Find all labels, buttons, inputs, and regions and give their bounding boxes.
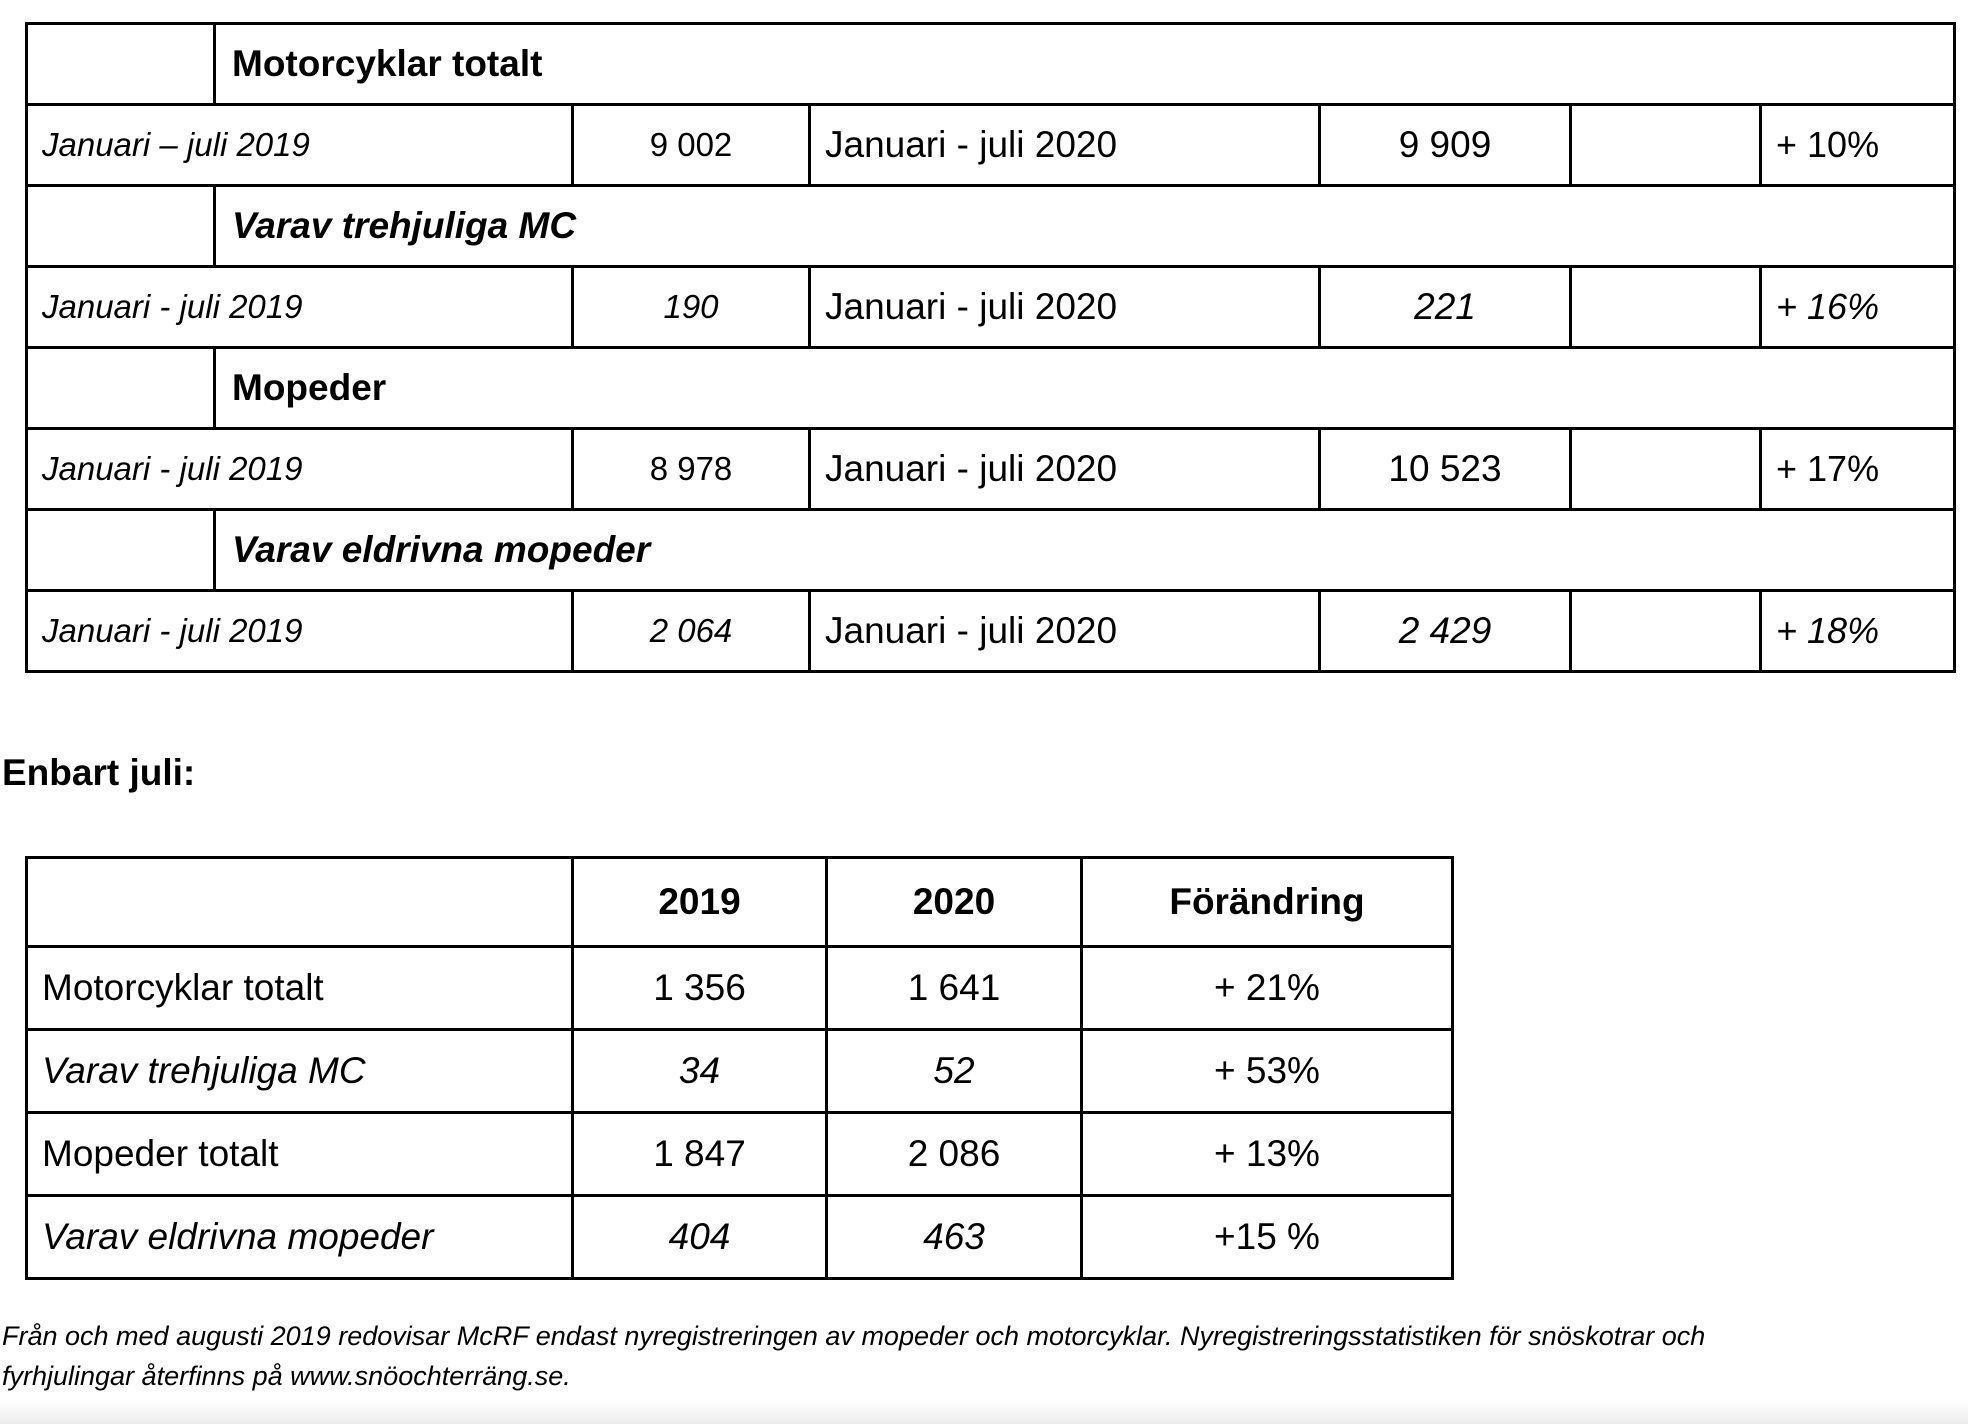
empty-cell	[1571, 591, 1761, 672]
value-2020: 10 523	[1320, 429, 1571, 510]
section-data-row	[27, 429, 1955, 510]
value-2020: 221	[1320, 267, 1571, 348]
row-name: Mopeder totalt	[27, 1113, 573, 1196]
july-heading: Enbart juli:	[2, 752, 196, 793]
section-data-row	[27, 105, 1955, 186]
change-percent: + 17%	[1761, 429, 1955, 510]
section-title: Varav eldrivna mopeder	[215, 510, 1955, 591]
bottom-fade	[0, 1400, 1968, 1424]
value-2019: 34	[573, 1030, 827, 1113]
period-2020-label: Januari - juli 2020	[810, 105, 1320, 186]
period-2020-label: Januari - juli 2020	[810, 591, 1320, 672]
empty-cell	[1571, 267, 1761, 348]
value-2019: 2 064	[573, 591, 810, 672]
change-percent: + 53%	[1082, 1030, 1453, 1113]
header-2019: 2019	[573, 858, 827, 947]
section-header-row	[27, 24, 1955, 105]
footnote-line-2: fyrhjulingar återfinns på www.snöochterräng.se.	[2, 1361, 571, 1391]
table-header-row	[27, 858, 1453, 947]
empty-cell	[1571, 105, 1761, 186]
period-2020-label: Januari - juli 2020	[810, 267, 1320, 348]
header-2020: 2020	[827, 858, 1082, 947]
value-2019: 1 847	[573, 1113, 827, 1196]
row-name: Varav trehjuliga MC	[27, 1030, 573, 1113]
value-2020: 2 429	[1320, 591, 1571, 672]
period-2020-label: Januari - juli 2020	[810, 429, 1320, 510]
row-name: Motorcyklar totalt	[27, 947, 573, 1030]
value-2020: 9 909	[1320, 105, 1571, 186]
empty-cell	[1571, 429, 1761, 510]
period-2019-label: Januari – juli 2019	[27, 105, 573, 186]
section-title: Mopeder	[215, 348, 1955, 429]
table-row	[27, 1196, 1453, 1279]
header-empty	[27, 858, 573, 947]
cumulative-registration-table	[25, 22, 1956, 673]
value-2019: 404	[573, 1196, 827, 1279]
section-title: Varav trehjuliga MC	[215, 186, 1955, 267]
value-2020: 2 086	[827, 1113, 1082, 1196]
table-row	[27, 1030, 1453, 1113]
value-2020: 1 641	[827, 947, 1082, 1030]
value-2020: 463	[827, 1196, 1082, 1279]
value-2020: 52	[827, 1030, 1082, 1113]
change-percent: + 16%	[1761, 267, 1955, 348]
header-spacer-cell	[27, 348, 215, 429]
value-2019: 8 978	[573, 429, 810, 510]
table-row	[27, 947, 1453, 1030]
change-percent: + 13%	[1082, 1113, 1453, 1196]
july-registration-table	[25, 856, 1454, 1280]
period-2019-label: Januari - juli 2019	[27, 429, 573, 510]
table-row	[27, 1113, 1453, 1196]
value-2019: 190	[573, 267, 810, 348]
header-spacer-cell	[27, 24, 215, 105]
section-title: Motorcyklar totalt	[215, 24, 1955, 105]
change-percent: +15 %	[1082, 1196, 1453, 1279]
value-2019: 9 002	[573, 105, 810, 186]
period-2019-label: Januari - juli 2019	[27, 591, 573, 672]
section-data-row	[27, 267, 1955, 348]
footnote	[2, 1316, 1902, 1396]
period-2019-label: Januari - juli 2019	[27, 267, 573, 348]
section-header-row	[27, 348, 1955, 429]
header-spacer-cell	[27, 186, 215, 267]
change-percent: + 18%	[1761, 591, 1955, 672]
footnote-line-1: Från och med augusti 2019 redovisar McRF endast nyregistreringen av mopeder och motorcyklar. Nyregistreringsstatistiken för snöskotrar och	[2, 1321, 1706, 1351]
header-spacer-cell	[27, 510, 215, 591]
change-percent: + 10%	[1761, 105, 1955, 186]
header-change: Förändring	[1082, 858, 1453, 947]
row-name: Varav eldrivna mopeder	[27, 1196, 573, 1279]
section-header-row	[27, 186, 1955, 267]
section-header-row	[27, 510, 1955, 591]
value-2019: 1 356	[573, 947, 827, 1030]
section-data-row	[27, 591, 1955, 672]
change-percent: + 21%	[1082, 947, 1453, 1030]
